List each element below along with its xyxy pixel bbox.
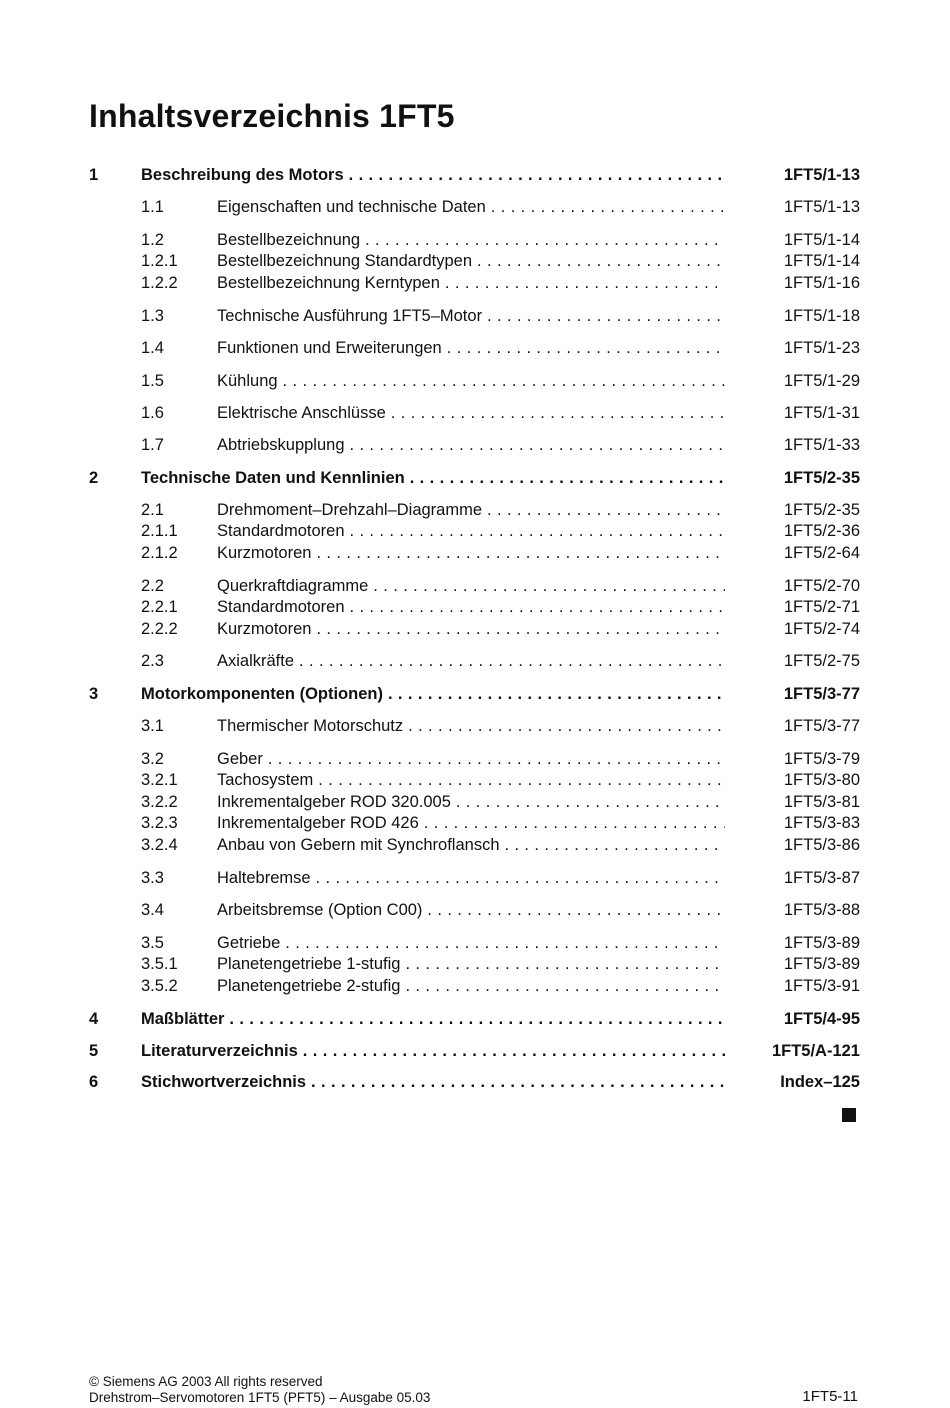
toc-entry[interactable] bbox=[0, 975, 950, 997]
toc-entry[interactable] bbox=[0, 542, 950, 564]
toc-entry[interactable] bbox=[0, 834, 950, 856]
toc-entry-number: 1.3 bbox=[141, 307, 164, 325]
toc-entry-number: 3.5 bbox=[141, 934, 164, 952]
toc-entry[interactable] bbox=[0, 520, 950, 542]
toc-entry-title: Haltebremse . . . bbox=[217, 867, 725, 889]
toc-entry-page: 1FT5/3-88 bbox=[783, 901, 860, 919]
toc-entry-page: 1FT5/2-36 bbox=[783, 522, 860, 540]
footer-copyright: © Siemens AG 2003 All rights reserved bbox=[89, 1374, 323, 1389]
toc-entry-title: Arbeitsbremse (Option C00) . . . bbox=[217, 899, 725, 921]
toc-entry-title: Literaturverzeichnis . . . bbox=[141, 1040, 725, 1062]
toc-entry-page: 1FT5/3-77 bbox=[783, 717, 860, 735]
toc-entry-number: 2.1 bbox=[141, 501, 164, 519]
toc-entry-title: Beschreibung des Motors . . . bbox=[141, 164, 725, 186]
toc-entry[interactable] bbox=[0, 164, 950, 186]
toc-entry[interactable] bbox=[0, 596, 950, 618]
toc-entry-title: Axialkräfte . . . bbox=[217, 650, 725, 672]
toc-entry-number: 3.3 bbox=[141, 869, 164, 887]
toc-entry[interactable] bbox=[0, 683, 950, 705]
toc-entry-title: Bestellbezeichnung . . . bbox=[217, 229, 725, 251]
toc-entry-title: Kühlung . . . bbox=[217, 370, 725, 392]
toc-entry-title: Motorkomponenten (Optionen) . . . bbox=[141, 683, 725, 705]
toc-entry[interactable] bbox=[0, 467, 950, 489]
toc-entry-number: 3.2.1 bbox=[141, 771, 178, 789]
toc-entry-title: Standardmotoren . . . bbox=[217, 520, 725, 542]
toc-entry-page: Index–125 bbox=[780, 1073, 860, 1091]
toc-entry-page: 1FT5/3-89 bbox=[783, 934, 860, 952]
toc-entry-title: Thermischer Motorschutz . . . bbox=[217, 715, 725, 737]
page-title: Inhaltsverzeichnis 1FT5 bbox=[89, 98, 455, 134]
toc-entry-number: 2 bbox=[89, 469, 99, 487]
toc-entry-title: Stichwortverzeichnis . . . bbox=[141, 1071, 725, 1093]
toc-entry-title: Tachosystem . . . bbox=[217, 769, 725, 791]
toc-entry-page: 1FT5/4-95 bbox=[783, 1010, 860, 1028]
toc-entry-title: Getriebe . . . bbox=[217, 932, 725, 954]
toc-entry-page: 1FT5/3-77 bbox=[783, 685, 860, 703]
toc-entry-number: 2.1.2 bbox=[141, 544, 178, 562]
toc-entry-number: 1.5 bbox=[141, 372, 164, 390]
toc-entry-page: 1FT5/2-71 bbox=[783, 598, 860, 616]
toc-entry-number: 3.2.2 bbox=[141, 793, 178, 811]
toc-entry-title: Maßblätter . . . bbox=[141, 1008, 725, 1030]
toc-entry-title: Bestellbezeichnung Standardtypen . . . bbox=[217, 250, 725, 272]
toc-entry-page: 1FT5/3-86 bbox=[783, 836, 860, 854]
toc-entry-number: 3.5.2 bbox=[141, 977, 178, 995]
toc-entry[interactable] bbox=[0, 1071, 950, 1093]
toc-entry-title: Elektrische Anschlüsse . . . bbox=[217, 402, 725, 424]
toc-entry-title: Planetengetriebe 1-stufig . . . bbox=[217, 953, 725, 975]
toc-entry[interactable] bbox=[0, 932, 950, 954]
toc-entry-title: Anbau von Gebern mit Synchroflansch . . . bbox=[217, 834, 725, 856]
toc-entry-number: 1.2.1 bbox=[141, 252, 178, 270]
toc-entry[interactable] bbox=[0, 402, 950, 424]
toc-entry-page: 1FT5/2-74 bbox=[783, 620, 860, 638]
toc-entry-page: 1FT5/2-75 bbox=[783, 652, 860, 670]
toc-entry[interactable] bbox=[0, 953, 950, 975]
toc-entry[interactable] bbox=[0, 229, 950, 251]
toc-entry-number: 1.6 bbox=[141, 404, 164, 422]
toc-entry-number: 1.2.2 bbox=[141, 274, 178, 292]
toc-entry-number: 3.2 bbox=[141, 750, 164, 768]
footer-page-number: 1FT5-11 bbox=[802, 1388, 858, 1405]
toc-entry-title: Querkraftdiagramme . . . bbox=[217, 575, 725, 597]
toc-entry-page: 1FT5/1-31 bbox=[783, 404, 860, 422]
toc-entry-title: Geber . . . bbox=[217, 748, 725, 770]
toc-entry[interactable] bbox=[0, 1008, 950, 1030]
toc-entry[interactable] bbox=[0, 196, 950, 218]
toc-entry[interactable] bbox=[0, 748, 950, 770]
toc-entry-number: 3.4 bbox=[141, 901, 164, 919]
toc-entry-title: Drehmoment–Drehzahl–Diagramme . . . bbox=[217, 499, 725, 521]
toc-entry[interactable] bbox=[0, 812, 950, 834]
toc-entry-page: 1FT5/2-35 bbox=[783, 501, 860, 519]
toc-entry-page: 1FT5/1-14 bbox=[783, 252, 860, 270]
toc-entry-number: 3 bbox=[89, 685, 99, 703]
toc-entry-page: 1FT5/1-14 bbox=[783, 231, 860, 249]
toc-entry-page: 1FT5/3-89 bbox=[783, 955, 860, 973]
toc-entry-number: 2.2.2 bbox=[141, 620, 178, 638]
toc-entry[interactable] bbox=[0, 250, 950, 272]
toc-entry-title: Bestellbezeichnung Kerntypen . . . bbox=[217, 272, 725, 294]
toc-entry[interactable] bbox=[0, 650, 950, 672]
toc-entry-page: 1FT5/1-29 bbox=[783, 372, 860, 390]
toc-entry[interactable] bbox=[0, 370, 950, 392]
toc-entry[interactable] bbox=[0, 618, 950, 640]
toc-entry-title: Technische Daten und Kennlinien . . . bbox=[141, 467, 725, 489]
toc-entry-number: 6 bbox=[89, 1073, 99, 1091]
toc-entry[interactable] bbox=[0, 899, 950, 921]
toc-entry-number: 1.7 bbox=[141, 436, 164, 454]
toc-entry[interactable] bbox=[0, 1040, 950, 1062]
toc-entry[interactable] bbox=[0, 867, 950, 889]
toc-entry-number: 2.1.1 bbox=[141, 522, 178, 540]
toc-entry-page: 1FT5/1-13 bbox=[783, 198, 860, 216]
toc-entry-title: Standardmotoren . . . bbox=[217, 596, 725, 618]
toc-entry[interactable] bbox=[0, 769, 950, 791]
toc-entry-number: 1.2 bbox=[141, 231, 164, 249]
toc-entry-title: Planetengetriebe 2-stufig . . . bbox=[217, 975, 725, 997]
toc-entry-number: 3.2.4 bbox=[141, 836, 178, 854]
toc-entry-page: 1FT5/1-13 bbox=[783, 166, 860, 184]
toc-entry[interactable] bbox=[0, 499, 950, 521]
toc-entry-page: 1FT5/1-16 bbox=[783, 274, 860, 292]
toc-entry-title: Inkrementalgeber ROD 426 . . . bbox=[217, 812, 725, 834]
toc-entry-page: 1FT5/3-87 bbox=[783, 869, 860, 887]
toc-entry-title: Funktionen und Erweiterungen . . . bbox=[217, 337, 725, 359]
footer-edition: Drehstrom–Servomotoren 1FT5 (PFT5) – Ausgabe 05.03 bbox=[89, 1390, 431, 1405]
toc-entry-number: 1 bbox=[89, 166, 99, 184]
toc-entry[interactable] bbox=[0, 791, 950, 813]
toc-entry-page: 1FT5/3-91 bbox=[783, 977, 860, 995]
toc-entry-title: Kurzmotoren . . . bbox=[217, 542, 725, 564]
toc-entry-page: 1FT5/2-35 bbox=[783, 469, 860, 487]
footer bbox=[89, 1374, 430, 1406]
toc-entry-number: 4 bbox=[89, 1010, 99, 1028]
toc-entry-title: Kurzmotoren . . . bbox=[217, 618, 725, 640]
toc-entry-title: Eigenschaften und technische Daten . . . bbox=[217, 196, 725, 218]
toc-entry-page: 1FT5/1-23 bbox=[783, 339, 860, 357]
toc-entry-number: 2.2.1 bbox=[141, 598, 178, 616]
toc-entry-title: Abtriebskupplung . . . bbox=[217, 434, 725, 456]
toc-entry-page: 1FT5/3-81 bbox=[783, 793, 860, 811]
toc-entry-page: 1FT5/3-79 bbox=[783, 750, 860, 768]
toc-entry[interactable] bbox=[0, 337, 950, 359]
toc-entry-number: 1.4 bbox=[141, 339, 164, 357]
toc-entry-number: 3.1 bbox=[141, 717, 164, 735]
toc-entry-page: 1FT5/1-18 bbox=[783, 307, 860, 325]
toc-entry-number: 3.5.1 bbox=[141, 955, 178, 973]
toc-entry-page: 1FT5/3-80 bbox=[783, 771, 860, 789]
toc-entry-page: 1FT5/2-70 bbox=[783, 577, 860, 595]
toc-entry-title: Inkrementalgeber ROD 320.005 . . . bbox=[217, 791, 725, 813]
toc-entry-number: 3.2.3 bbox=[141, 814, 178, 832]
toc-entry[interactable] bbox=[0, 715, 950, 737]
toc-entry[interactable] bbox=[0, 272, 950, 294]
toc-entry-page: 1FT5/1-33 bbox=[783, 436, 860, 454]
toc-entry[interactable] bbox=[0, 575, 950, 597]
toc-entry-number: 5 bbox=[89, 1042, 99, 1060]
toc-entry-page: 1FT5/2-64 bbox=[783, 544, 860, 562]
toc-entry-title: Technische Ausführung 1FT5–Motor . . . bbox=[217, 305, 725, 327]
toc-entry-number: 2.2 bbox=[141, 577, 164, 595]
end-of-section-mark bbox=[842, 1108, 856, 1122]
toc-entry[interactable] bbox=[0, 305, 950, 327]
toc-entry-page: 1FT5/3-83 bbox=[783, 814, 860, 832]
toc-entry-number: 2.3 bbox=[141, 652, 164, 670]
toc-entry[interactable] bbox=[0, 434, 950, 456]
toc-entry-page: 1FT5/A-121 bbox=[771, 1042, 860, 1060]
toc-entry-number: 1.1 bbox=[141, 198, 164, 216]
